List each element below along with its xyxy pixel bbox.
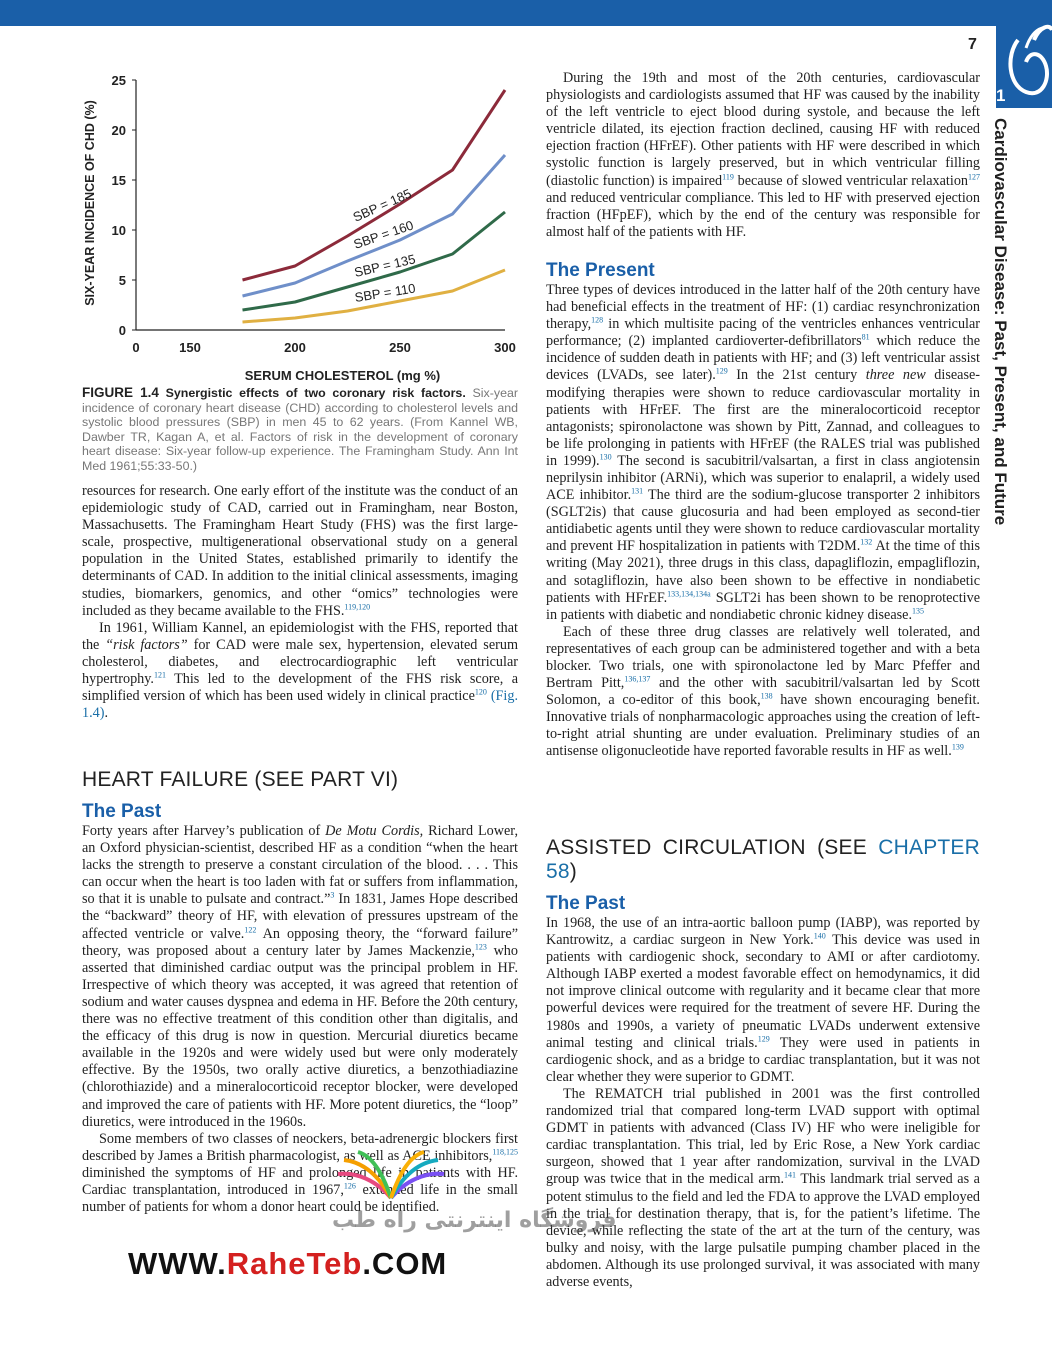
book-logo-icon — [336, 1150, 446, 1204]
section-heading — [546, 836, 980, 884]
chapter-link[interactable]: CHAPTER 58 — [546, 836, 980, 883]
y-tick-label: 0 — [118, 323, 126, 338]
x-tick-label: 200 — [284, 340, 306, 355]
figure-caption — [82, 386, 518, 473]
reference[interactable]: 135 — [912, 605, 925, 615]
reference[interactable]: 127 — [968, 171, 981, 181]
text: and the other with sacubitril/valsartan led by Scott Solomon, a co-editor of this book, — [546, 675, 980, 709]
series-label: SBP = 160 — [351, 217, 416, 252]
text: which reduce the incidence of sudden death in patients with HF; and (3) left ventricular assist devices (LVADs, see later). — [546, 333, 980, 384]
text: in which multisite pacing of the ventricles enhances ventricular performance; (2) implanted cardioverter-defibrillators — [546, 316, 980, 350]
text: In 1968, the use of an intra-aortic balloon pump (IABP), was reported by Kantrowitz, a cardiac surgeon in New York. — [546, 915, 980, 949]
figure-caption-text: Six-year incidence of coronary heart disease (CHD) according to cholesterol levels and systolic blood pressures (SBP) in men 45 to 62 years. (From Kannel WB, Dawber TR, Kagan A, et al. Factors of risk in the development of coronary heart disease: Six-year follow-up experience. The Framingham Study. Ann Int Med 1961;55:33-50.) — [82, 386, 518, 473]
chapter-title: Cardiovascular Disease: Past, Present, and Future — [991, 118, 1010, 526]
reference[interactable]: 138 — [760, 691, 773, 701]
text: At the time of this writing (May 2021), three drugs in this class, dapagliflozin, empagliflozin, and sotagliflozin, have also been shown to be effective in nondiabetic patients with HFrEF. — [546, 538, 980, 606]
text: In the 21st century — [727, 367, 866, 384]
text: Richard Lower, an Oxford physician-scientist, described HF as a condition “when the heart lacks the strength to preserve a constant circulation of the blood. . . . This can occur when the heart is too laden with fat or suffers from inflammation, so that it is unable to pulsate and contract.” — [82, 823, 518, 908]
text: This device was used in patients with cardiogenic shock, secondary to AMI or after cardiotomy. Although IABP exerted a modest favorable effect on hemodynamics, it did not improve clinical outcome with regularity and it became clear that more powerful devices were required for the treatment of severe HF. During the 1980s and 1990s, a variety of pneumatic LVADs underwent extensive animal testing and clinical trials. — [546, 932, 980, 1051]
reference[interactable]: 129 — [757, 1033, 770, 1043]
subsection-heading: The Past — [82, 801, 162, 822]
y-tick-label: 5 — [118, 273, 126, 288]
paragraph — [546, 282, 980, 624]
reference[interactable]: 130 — [599, 452, 612, 462]
text: because of slowed ventricular relaxation — [733, 172, 969, 189]
text: for CAD were male sex, hypertension, elevated serum cholesterol, diabetes, and electrocardiographic left ventricular hypertrophy. — [82, 636, 518, 688]
text: who asserted that diminished cardiac output was the principal problem in HF. Irrespective of which theory was accepted, it was agreed that retention of sodium and water causes dyspnea and edema in HF. Before the 20th century, there was no effective treatment of this condition other than digitalis, and the efficacy of this drug is now in question. Mercurial diuretics became available in the 1920s and were widely used but were only moderately effective. By the 1950s, two orally active diuretics, a benzothiadiazine (chlorothiazide) and a mineralocorticoid receptor blocker, were developed and improved the care of patients with HF. More potent diuretics, the “loop” diuretics, were introduced in the 1960s. — [82, 942, 518, 1130]
series-label: SBP = 135 — [352, 251, 417, 280]
x-tick-label: 150 — [179, 340, 201, 355]
text: disease-modifying therapies were shown to reduce cardiovascular mortality in patients with HFrEF. The first are the mineralocorticoid receptor antagonists; spironolactone was shown by Pitt, Zannad, and colleagues to be life prolonging in patients with HFrEF (the RALES trial was published in 1999). — [546, 367, 981, 469]
right-column-top — [546, 70, 980, 761]
text: This landmark trial served as a potent stimulus to the field and led the FDA to approve the LVAD employed in the trial for destination therapy, that is, for the patient’s lifetime. The device, while reflecting the state of the art at the turn of the century, was bulky and noisy, with the large pulsatile pumping chamber placed in the abdomen. Although its use prolonged survival, it was associated with many adverse events, — [546, 1171, 980, 1290]
chart-axes — [83, 73, 516, 383]
figure-title: Synergistic effects of two coronary risk factors. — [165, 386, 466, 400]
reference[interactable]: 3 — [330, 890, 335, 900]
text: Each of these three drug classes are relatively well tolerated, and representatives of each group can be administered together and with a beta blocker. Two trials, one with spironolactone led by Marc Pfeffer and Bertram Pitt, — [546, 623, 980, 692]
text: During the 19th and most of the 20th centuries, cardiovascular physiologists and cardiologists assumed that HF was caused by the inability of the left ventricle to eject blood during systole, and because the left ventricle dilated, its ejection fraction declined, causing HF with reduced ejection fraction (HFrEF). Other patients with HF were described in which systolic function is largely preserved, but in which ventricular filling (diastolic function) is impaired — [546, 70, 980, 189]
series-label: SBP = 110 — [353, 280, 417, 305]
text: diminished the symptoms of HF and prolonged life in patients with HF. Cardiac transplantation, introduced in 1967, — [82, 1164, 518, 1198]
reference[interactable]: 139 — [951, 742, 964, 752]
emphasis: De Motu Cordis, — [325, 823, 424, 839]
reference[interactable]: 131 — [631, 486, 644, 496]
text: SGLT2i has been shown to be renoprotective in patients with diabetic and nondiabetic chronic kidney disease. — [546, 589, 980, 623]
chapter-number: 1 — [996, 86, 1006, 105]
reference[interactable]: 136,137 — [624, 674, 651, 684]
url-name: RaheTeb — [226, 1246, 363, 1281]
heart-failure-section — [82, 768, 518, 1216]
y-tick-label: 20 — [111, 123, 126, 138]
reference[interactable]: 126 — [343, 1181, 356, 1191]
text: ASSISTED CIRCULATION (SEE — [546, 836, 879, 859]
reference[interactable]: 132 — [860, 537, 873, 547]
paragraph — [546, 915, 980, 1086]
paragraph — [546, 70, 980, 241]
emphasis: three new — [865, 367, 926, 384]
url-prefix: WWW. — [128, 1246, 227, 1281]
url-suffix: .COM — [362, 1246, 448, 1281]
section-heading: HEART FAILURE (SEE PART VI) — [82, 768, 399, 791]
top-header-bar — [0, 0, 996, 26]
paragraph — [82, 1131, 518, 1216]
reference[interactable]: 122 — [244, 924, 257, 934]
series-label: SBP = 185 — [350, 185, 414, 225]
reference[interactable]: 140 — [813, 931, 826, 941]
subsection-heading: The Present — [546, 259, 655, 281]
text: a British pharmacologist, as well as ACE inhibitors, — [196, 1147, 493, 1164]
y-tick-label: 15 — [111, 173, 126, 188]
text: ) — [569, 860, 577, 883]
y-tick-label: 25 — [111, 73, 126, 88]
text: have shown encouraging benefit. Innovative trials of nonpharmacologic approaches using the creation of left-to-right atrial shunting are under evaluation. Preliminary studies of an antisense oligonucleotide have reported favorable results in HF as well. — [546, 692, 980, 760]
text: . — [104, 705, 109, 722]
text: The REMATCH trial published in 2001 was the first controlled randomized trial that compared long-term LVAD support with optimal GDMT in patients with advanced (Class IV) HF who were ineligible for cardiac transplantation. This trial, led by Eric Rose, a New York cardiac surgeon, showed that 1 year after randomization, survival in the LVAD group was twice that in the medical arm. — [546, 1085, 980, 1188]
text: An opposing theory, the “forward failure” theory, was proposed about a century later by James Mackenzie, — [82, 925, 518, 959]
reference[interactable]: 119,120 — [344, 601, 371, 611]
paragraph — [82, 483, 518, 620]
x-axis-label: SERUM CHOLESTEROL (mg %) — [244, 368, 441, 383]
text: In 1961, William Kannel, an epidemiologist with the FHS, reported that the — [82, 619, 518, 653]
figure-link[interactable]: (Fig. 1.4) — [82, 688, 519, 722]
reference[interactable]: 121 — [153, 670, 166, 680]
text: Three types of devices introduced in the latter half of the 20th century have had beneficial effects in the treatment of HF: (1) cardiac resynchronization therapy, — [546, 281, 980, 333]
x-tick-label: 300 — [494, 340, 516, 355]
subsection-heading: The Past — [546, 893, 626, 914]
reference[interactable]: 133,134,134a — [667, 588, 711, 598]
text: and reduced ventricular compliance. This led to HF with preserved ejection fraction (HFpEF), which by the end of the century was responsible for almost half of the patients with HF. — [546, 189, 980, 240]
reference[interactable]: 118,125 — [492, 1147, 519, 1157]
figure-label: FIGURE 1.4 — [82, 385, 159, 400]
x-tick-label: 0 — [132, 340, 140, 355]
watermark-persian-text: فروشگاه اینترنتی راه طب — [332, 1208, 617, 1233]
y-axis-label: SIX-YEAR INCIDENCE OF CHD (%) — [83, 100, 97, 306]
chd-incidence-chart — [82, 66, 522, 386]
reference[interactable]: 119 — [722, 171, 734, 181]
text: They were used in patients in cardiogenic shock, and as a bridge to cardiac transplantation, but it was not clear whether they were superior to GDMT. — [546, 1034, 980, 1085]
text: extended life in the small number of patients for whom a donor heart could be identified. — [82, 1181, 518, 1216]
x-tick-label: 250 — [389, 340, 411, 355]
page-number: 7 — [968, 36, 977, 53]
reference[interactable]: 123 — [474, 941, 487, 951]
text: The second is sacubitril/valsartan, a first in class angiotensin neprilysin inhibitor (ARNi), which was superior to enalapril, a widely used ACE inhibitor. — [546, 452, 981, 504]
reference[interactable]: 81 — [861, 332, 870, 342]
text: This led to the development of the FHS risk score, a simplified version of which has been used widely in clinical practice — [82, 671, 518, 705]
reference[interactable]: 129 — [715, 366, 728, 376]
text: resources for research. One early effort of the institute was the conduct of an epidemiologic study of CAD, carried out in Framingham, near Boston, Massachusetts. The Framingham Heart Study (FHS) was the first large-scale, prospective, multigenerational observational study on a general population in the United States, established primarily to identify the determinants of CAD. In addition to the initial clinical assessments, imaging studies, biomarkers, genomics, and other “omics” technologies were included as they became available to the FHS. — [82, 483, 518, 619]
left-column — [82, 483, 518, 722]
text: ockers, beta-adrenergic blockers first described by James — [82, 1130, 519, 1164]
emphasis: “risk factors” — [105, 636, 188, 653]
reference[interactable]: 128 — [591, 315, 604, 325]
y-tick-label: 10 — [111, 223, 126, 238]
text: Forty years after Harvey’s publication of — [82, 823, 326, 839]
text: Some members of two classes of ne — [99, 1130, 307, 1147]
text: The third are the sodium-glucose transporter 2 inhibitors (SGLT2is) that cause glucosuria and had been employed as second-tier antidiabetic agents until they were shown to reduce cardiovascular mortality and prevent HF hospitalization in patients with T2DM. — [546, 487, 980, 555]
reference[interactable]: 120 — [474, 687, 487, 697]
watermark-url — [128, 1246, 447, 1282]
text: In 1831, James Hope described the “backward” theory of HF, with elevation of pressures upstream of the affected ventricle or valve. — [82, 891, 518, 942]
chapter-title-vertical — [990, 118, 1012, 526]
paragraph — [82, 620, 518, 723]
paragraph — [546, 1086, 980, 1291]
reference[interactable]: 141 — [784, 1170, 797, 1180]
paragraph — [546, 624, 980, 761]
paragraph — [82, 823, 518, 1131]
